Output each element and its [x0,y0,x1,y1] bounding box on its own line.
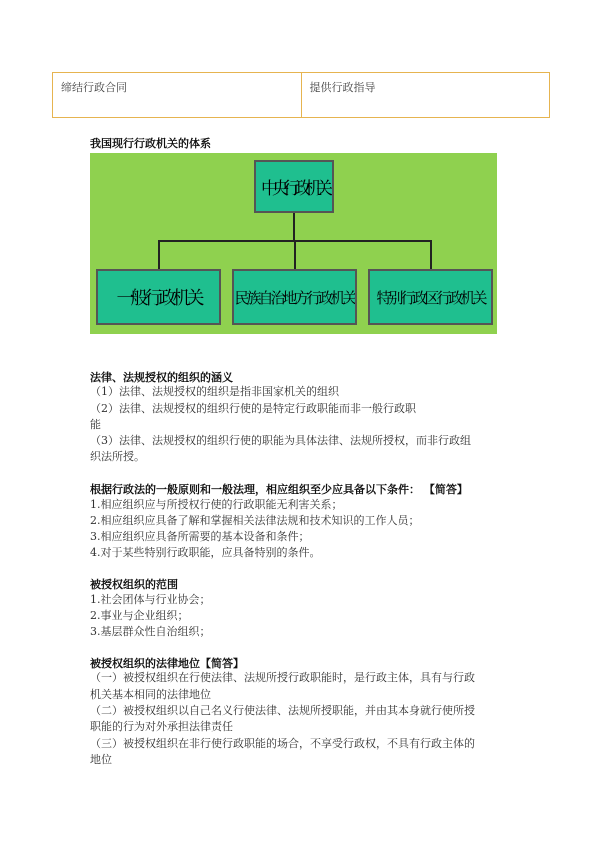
section4-line: （三）被授权组织在非行使行政职能的场合，不享受行政权，不具有行政主体的 [90,737,475,750]
section4-line: 地位 [90,753,112,766]
section2-heading: 根据行政法的一般原则和一般法理，相应组织至少应具备以下条件： 【简答】 [90,483,468,496]
top-table [52,72,550,118]
connector-child-2 [294,240,296,269]
section2-line: 3.相应组织应具备所需要的基本设备和条件； [90,530,310,543]
section4-line: 机关基本相同的法律地位 [90,688,211,701]
section3-line: 2.事业与企业组织； [90,609,189,622]
section2-line: 1.相应组织应与所授权行使的行政职能无利害关系； [90,498,343,511]
section1-line: （2）法律、法规授权的组织行使的是特定行政职能而非一般行政职 [90,402,416,415]
section2-line: 2.相应组织应具备了解和掌握相关法律法规和技术知识的工作人员； [90,514,420,527]
org-chart-diagram [90,153,497,334]
section1-heading: 法律、法规授权的组织的涵义 [90,371,233,384]
section2-line: 4.对于某些特别行政职能，应具备特别的条件。 [90,546,321,559]
node-central-admin: 中央行政机关 [254,160,334,213]
node-general-admin: 一般行政机关 [96,269,221,325]
section1-line: （3）法律、法规授权的组织行使的职能为具体法律、法规所授权，而非行政组 [90,434,471,447]
table-cell-1: 缔结行政合同 [61,81,127,94]
section1-line: 能 [90,418,101,431]
section3-line: 3.基层群众性自治组织； [90,625,211,638]
section3-heading: 被授权组织的范围 [90,578,178,591]
section1-line: 织法所授。 [90,450,145,463]
section4-line: 职能的行为对外承担法律责任 [90,720,233,733]
connector-child-1 [158,240,160,269]
node-ethnic-autonomous-admin: 民族自治地方行政机关 [232,269,357,325]
node-sar-admin: 特别行政区行政机关 [368,269,493,325]
connector-child-3 [430,240,432,269]
section4-line: （一）被授权组织在行使法律、法规所授行政职能时，是行政主体，具有与行政 [90,671,475,684]
section3-line: 1.社会团体与行业协会； [90,593,211,606]
diagram-title: 我国现行行政机关的体系 [90,137,211,150]
section1-line: （1）法律、法规授权的组织是指非国家机关的组织 [90,385,339,398]
table-cell-2: 提供行政指导 [301,73,550,117]
section4-line: （二）被授权组织以自己名义行使法律、法规所授职能，并由其本身就行使所授 [90,704,475,717]
section4-heading: 被授权组织的法律地位【简答】 [90,657,244,670]
connector-vertical-root [293,213,295,241]
